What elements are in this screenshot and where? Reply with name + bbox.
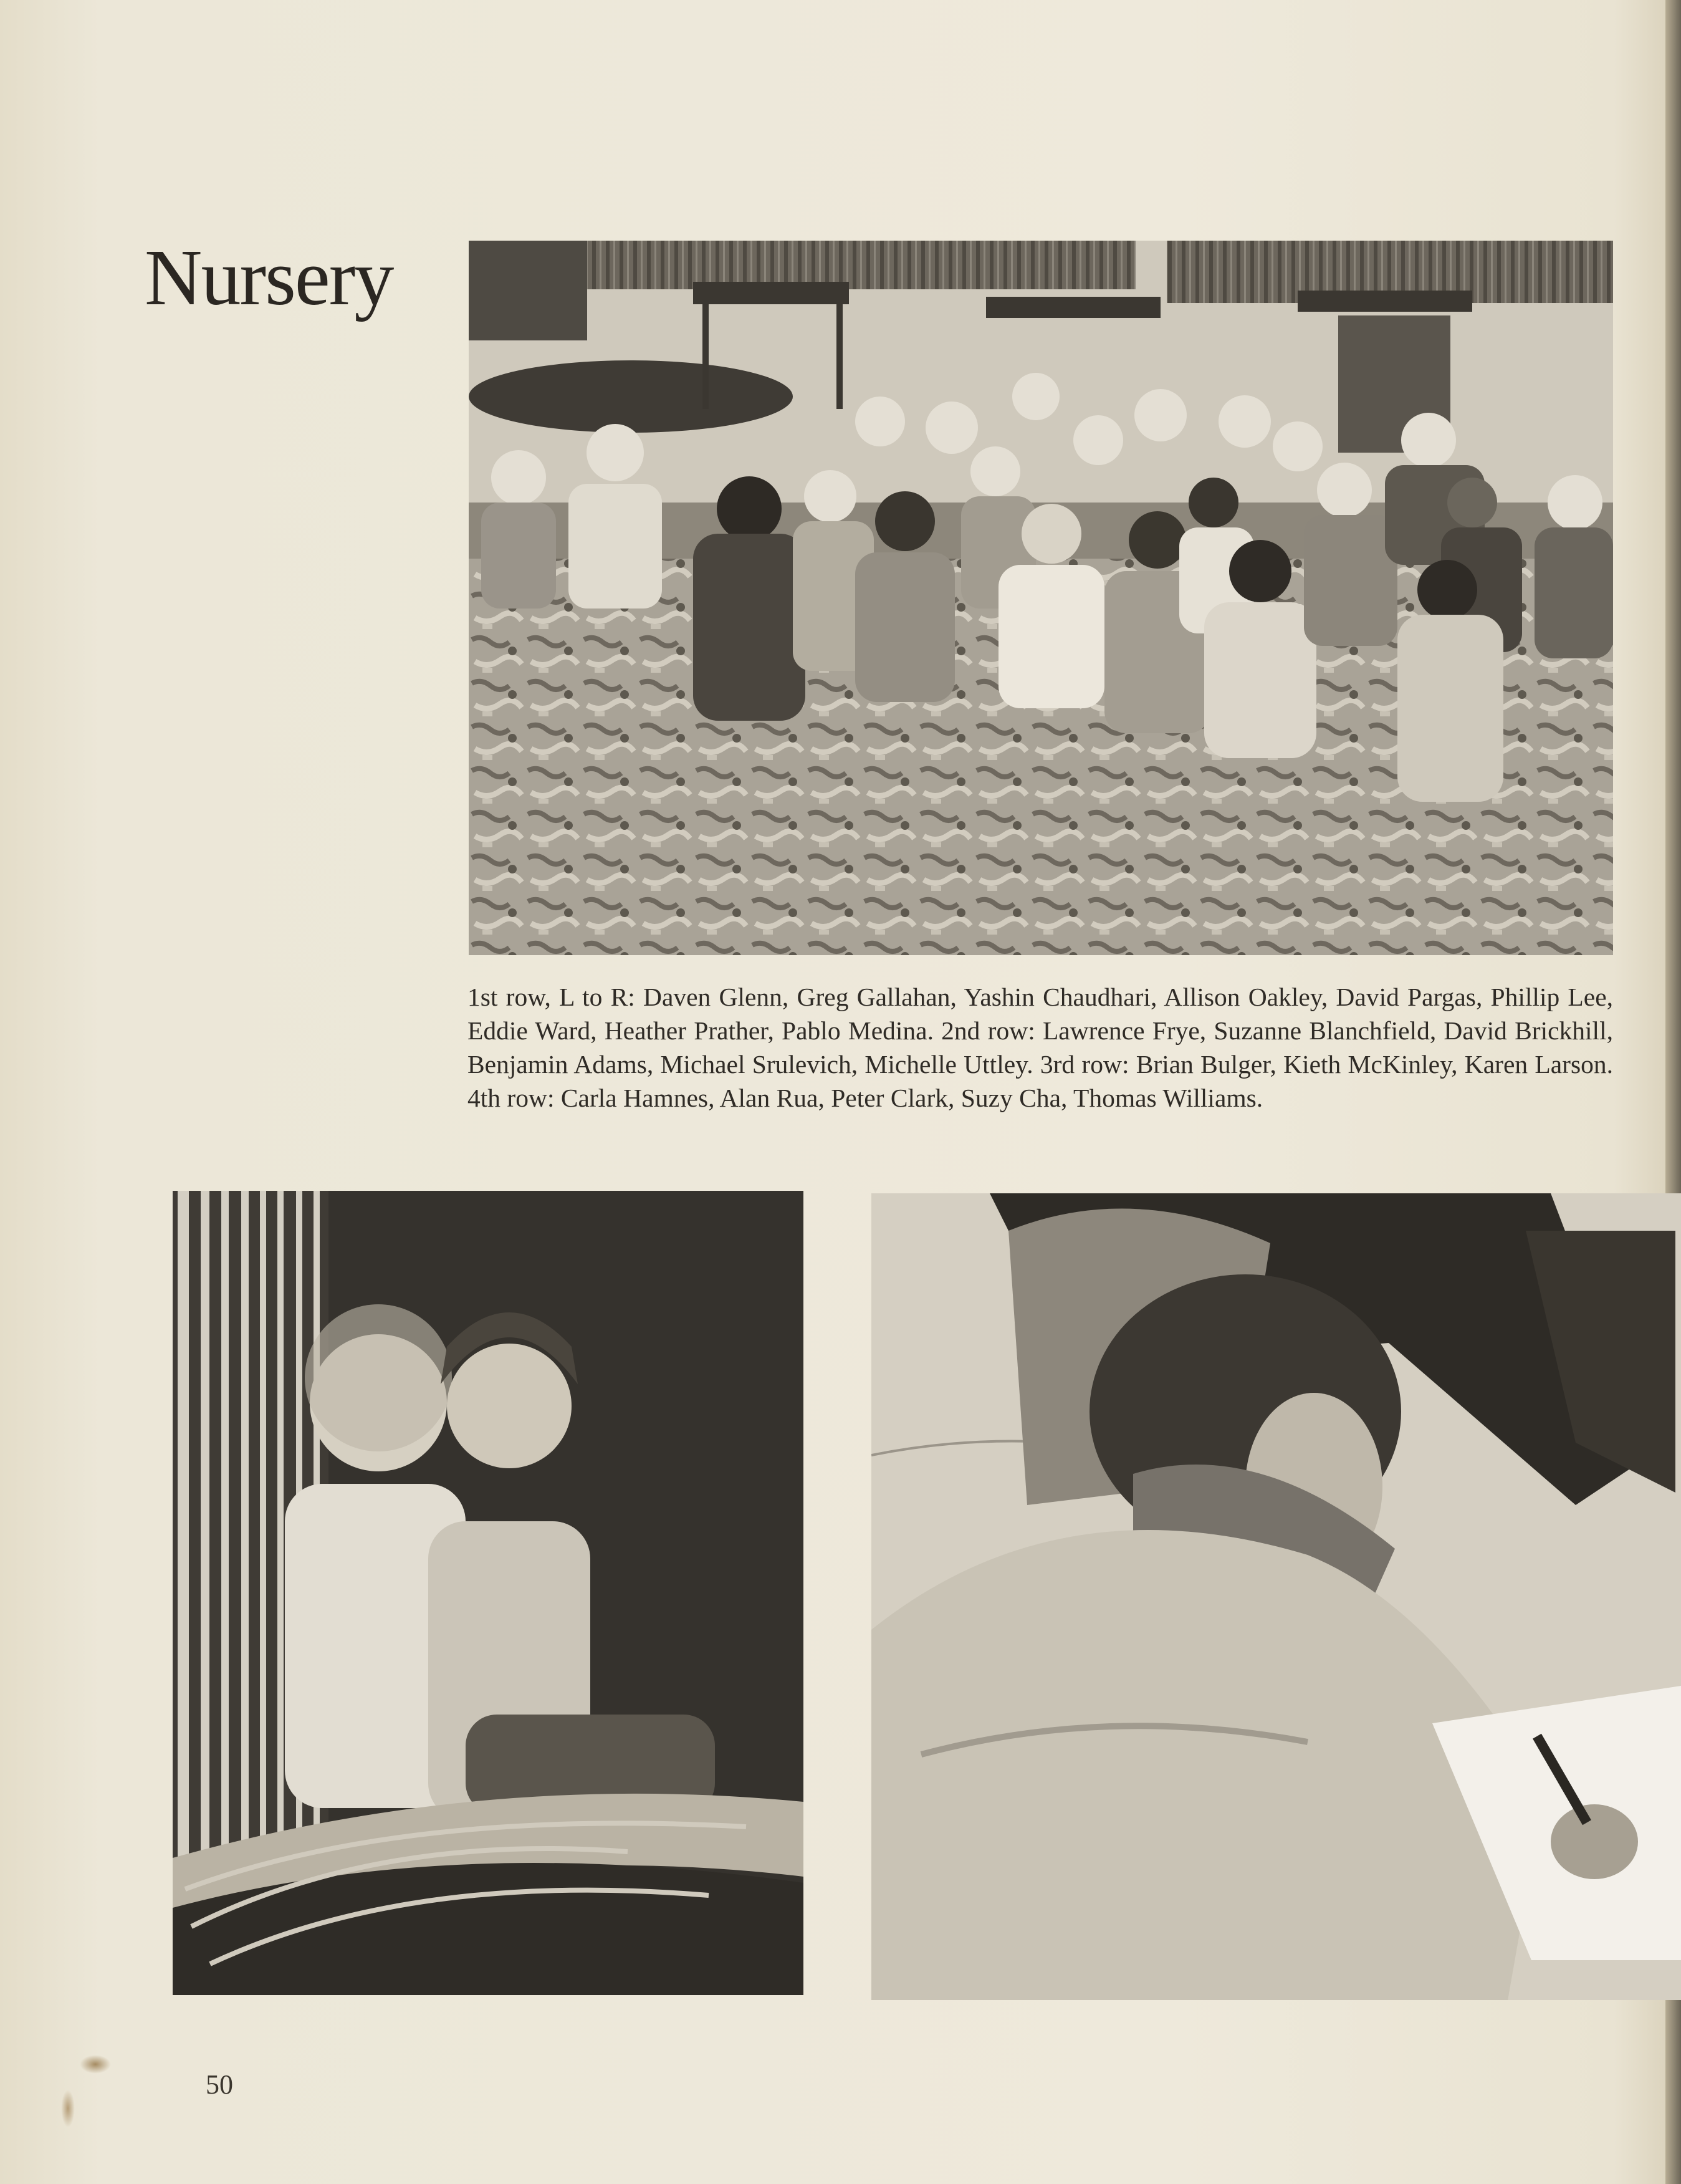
page-number: 50 [206,2069,233,2100]
two-children-photo [173,1191,803,1995]
paper-stain [80,2055,111,2074]
page-title: Nursery [145,233,393,322]
paper-stain [61,2090,75,2127]
class-group-photo [469,241,1613,955]
child-drawing-photo [871,1193,1681,2000]
photo-caption: 1st row, L to R: Daven Glenn, Greg Gallahan, Yashin Chaudhari, Allison Oakley, David Pargas, Phillip Lee, Eddie Ward, Heather Prather, Pablo Medina. 2nd row: Lawrence Frye, Suzanne Blanchfield, David Brickhill, Benjamin Adams, Michael Srulevich, Michelle Uttley. 3rd row: Brian Bulger, Kieth McKinley, Karen Larson. 4th row: Carla Hamnes, Alan Rua, Peter Clark, Suzy Cha, Thomas Williams. [467,983,1613,1112]
